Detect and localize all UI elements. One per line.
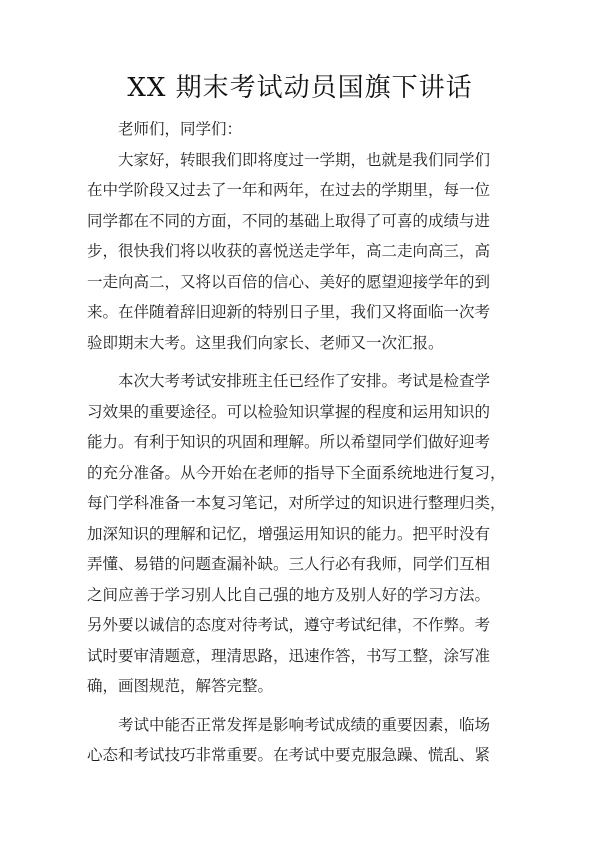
paragraph-line: 之间应善于学习别人比自己强的地方及别人好的学习方法。 [87, 585, 491, 604]
paragraph-line: 大家好，转眼我们即将度过一学期，也就是我们同学们 [118, 150, 491, 169]
paragraph-line: 试时要审清题意，理清思路，迅速作答，书写工整，涂写准 [87, 646, 491, 665]
salutation: 老师们，同学们： [118, 120, 243, 138]
document-body [87, 114, 517, 771]
paragraph-line: 加深知识的理解和记忆，增强运用知识的能力。把平时没有 [87, 524, 491, 543]
paragraph-spacer [87, 358, 517, 366]
paragraph-line: 另外要以诚信的态度对待考试，遵守考试纪律，不作弊。考 [87, 616, 491, 634]
paragraph-line: 同学都在不同的方面，不同的基础上取得了可喜的成绩与进 [87, 211, 491, 230]
paragraph-line: 来。在伴随着辞旧迎新的特别日子里，我们又将面临一次考 [87, 303, 491, 321]
paragraph-line: 考试中能否正常发挥是影响考试成绩的重要因素，临场 [118, 715, 491, 734]
paragraph-line: 本次大考考试安排班主任已经作了安排。考试是检查学 [118, 372, 491, 390]
paragraph-spacer [87, 702, 517, 710]
paragraph-line: 习效果的重要途径。可以检验知识掌握的程度和运用知识的 [87, 402, 491, 421]
paragraph-line: 验即期末大考。这里我们向家长、老师又一次汇报。 [87, 333, 444, 352]
paragraph-2 [87, 366, 517, 702]
paragraph-line: 的充分准备。从今开始在老师的指导下全面系统地进行复习， [87, 463, 506, 482]
paragraph-line: 每门学科准备一本复习笔记，对所学过的知识进行整理归类， [87, 494, 506, 512]
paragraph-line: 能力。有利于知识的巩固和理解。所以希望同学们做好迎考 [87, 433, 491, 451]
paragraph-1 [87, 145, 517, 359]
paragraph-line: 弄懂、易错的问题查漏补缺。三人行必有我师，同学们互相 [87, 555, 491, 573]
paragraph-line: 确，画图规范，解答完整。 [87, 677, 274, 695]
paragraph-line: 步，很快我们将以收获的喜悦送走学年，高二走向高三，高 [87, 242, 491, 260]
paragraph-line: 在中学阶段又过去了一年和两年，在过去的学期里，每一位 [87, 181, 491, 199]
paragraph-line: 一走向高二，又将以百倍的信心、美好的愿望迎接学年的到 [87, 272, 491, 291]
paragraph-3 [87, 710, 517, 771]
paragraph-line: 心态和考试技巧非常重要。在考试中要克服急躁、慌乱、紧 [87, 746, 491, 764]
document-title: XX 期末考试动员国旗下讲话 [127, 73, 473, 103]
